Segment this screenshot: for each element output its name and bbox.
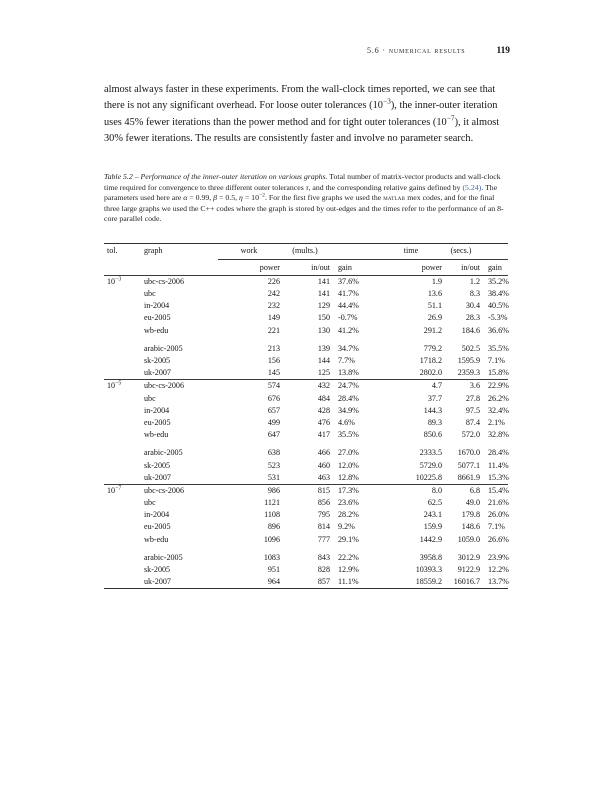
table-row bbox=[104, 417, 508, 429]
time-power: 51.1 bbox=[427, 301, 442, 311]
work-power: 145 bbox=[267, 368, 280, 378]
table-row bbox=[104, 472, 508, 485]
sub-header-power: power bbox=[259, 262, 280, 272]
graph-name: wb-edu bbox=[144, 325, 169, 335]
work-inout: 139 bbox=[317, 343, 330, 353]
work-inout: 476 bbox=[317, 417, 330, 427]
time-inout: 1.2 bbox=[442, 276, 480, 289]
table-row bbox=[104, 367, 508, 380]
table-row bbox=[104, 343, 508, 355]
time-gain: 11.4% bbox=[488, 460, 509, 470]
work-power: 657 bbox=[267, 405, 280, 415]
work-gain: 44.4% bbox=[338, 301, 359, 311]
work-gain: 41.7% bbox=[338, 289, 359, 299]
work-inout: 857 bbox=[317, 577, 330, 587]
table-row bbox=[104, 312, 508, 324]
table-caption bbox=[104, 172, 508, 225]
work-power: 951 bbox=[267, 565, 280, 574]
work-power: 156 bbox=[267, 356, 280, 366]
work-gain: 4.6% bbox=[338, 417, 355, 427]
page-number: 119 bbox=[496, 46, 510, 56]
graph-name: arabic-2005 bbox=[144, 552, 183, 562]
graph-name: eu-2005 bbox=[144, 522, 171, 532]
work-gain: 12.0% bbox=[338, 460, 359, 470]
work-inout: 141 bbox=[280, 276, 330, 289]
time-inout: 502.5 bbox=[461, 343, 480, 353]
caption-dash: – bbox=[132, 172, 141, 181]
work-inout: 144 bbox=[317, 356, 330, 366]
tol-cell bbox=[104, 447, 144, 459]
work-gain: 41.2% bbox=[338, 325, 359, 335]
work-gain: 22.2% bbox=[338, 552, 359, 562]
work-inout: 815 bbox=[280, 484, 330, 497]
work-inout: 129 bbox=[317, 301, 330, 311]
work-inout: 463 bbox=[317, 472, 330, 482]
time-inout: 8661.9 bbox=[457, 472, 480, 482]
time-inout: 1670.0 bbox=[457, 448, 480, 458]
work-gain: 23.6% bbox=[338, 498, 359, 508]
time-gain: 22.9% bbox=[480, 380, 508, 393]
group-header--mults-: (mults.) bbox=[280, 244, 330, 260]
work-inout: 460 bbox=[317, 460, 330, 470]
graph-name: in-2004 bbox=[144, 405, 170, 415]
work-inout: 856 bbox=[317, 498, 330, 508]
tol-cell bbox=[104, 472, 144, 485]
time-power: 779.2 bbox=[423, 343, 442, 353]
tol-cell bbox=[104, 552, 144, 564]
time-inout: 97.5 bbox=[465, 405, 480, 415]
graph-name: sk-2005 bbox=[144, 356, 171, 366]
results-table-body bbox=[104, 244, 508, 591]
work-gain: 12.8% bbox=[338, 472, 359, 482]
tol-cell: $10^{-7}$ bbox=[104, 484, 144, 497]
graph-name: arabic-2005 bbox=[144, 343, 183, 353]
body-text bbox=[104, 82, 508, 147]
caption-label: Table 5.2 bbox=[104, 172, 133, 181]
work-gain: 7.7% bbox=[338, 356, 355, 366]
graph-name: uk-2007 bbox=[144, 368, 171, 378]
work-power: 964 bbox=[267, 577, 280, 587]
time-inout: 1059.0 bbox=[457, 534, 480, 544]
graph-name: sk-2005 bbox=[144, 565, 171, 574]
table-row bbox=[104, 534, 508, 546]
table-row bbox=[104, 325, 508, 337]
work-power: 1096 bbox=[263, 534, 280, 544]
tol-cell bbox=[104, 497, 144, 509]
work-gain: 35.5% bbox=[338, 430, 359, 440]
work-inout: 814 bbox=[317, 522, 330, 532]
time-inout: 30.4 bbox=[465, 301, 480, 311]
time-inout: 148.6 bbox=[461, 522, 480, 532]
table-row bbox=[104, 288, 508, 300]
tol-cell: $10^{-5}$ bbox=[104, 380, 144, 393]
sub-header-blank bbox=[144, 259, 218, 276]
work-gain: 9.2% bbox=[338, 522, 355, 532]
work-gain: 34.9% bbox=[338, 405, 359, 415]
time-gain: 21.6% bbox=[488, 498, 509, 508]
work-power: 676 bbox=[267, 393, 280, 403]
table-row bbox=[104, 552, 508, 564]
graph-name: ubc bbox=[144, 498, 156, 508]
time-power: 5729.0 bbox=[419, 460, 442, 470]
time-power: 3958.8 bbox=[419, 552, 442, 562]
time-power: 243.1 bbox=[423, 510, 442, 520]
running-head-title: 5.6 · numerical results bbox=[367, 46, 466, 55]
work-inout: 141 bbox=[317, 289, 330, 299]
work-gain: 29.1% bbox=[338, 534, 359, 544]
time-gain: 13.7% bbox=[488, 577, 509, 587]
work-power: 149 bbox=[267, 313, 280, 323]
running-head bbox=[104, 46, 510, 56]
graph-name: ubc-cs-2006 bbox=[144, 380, 218, 393]
table-row bbox=[104, 460, 508, 472]
tol-cell bbox=[104, 534, 144, 546]
time-gain: 7.1% bbox=[488, 356, 505, 366]
graph-name: sk-2005 bbox=[144, 460, 171, 470]
tol-cell bbox=[104, 521, 144, 533]
work-inout: 130 bbox=[317, 325, 330, 335]
graph-name: ubc-cs-2006 bbox=[144, 276, 218, 289]
body-paragraph: almost always faster in these experiments. From the wall-clock times reported, we can see that there is not any significant overhead. For loose outer tolerances $(10^{-3})$, the inner-outer iteration uses 45% fewer iterations than the power method and for tight outer tolerances $(10^{-7})$, it almost 30% fewer iterations. The results are consistently faster and involve no parameter search. bbox=[104, 84, 500, 145]
table-row bbox=[104, 405, 508, 417]
time-inout: 16016.7 bbox=[453, 577, 480, 587]
tol-cell bbox=[104, 325, 144, 337]
time-gain: 15.8% bbox=[488, 368, 509, 378]
time-power: 144.3 bbox=[423, 405, 442, 415]
time-gain: 26.2% bbox=[488, 393, 509, 403]
group-header-graph: graph bbox=[144, 244, 218, 260]
work-inout: 843 bbox=[317, 552, 330, 562]
work-gain: 11.1% bbox=[338, 577, 359, 587]
work-inout: 828 bbox=[317, 565, 330, 574]
table-row bbox=[104, 509, 508, 521]
work-gain: 17.3% bbox=[330, 484, 380, 497]
graph-name: uk-2007 bbox=[144, 577, 171, 587]
table-bottom-rule bbox=[104, 589, 508, 591]
time-gain: 35.5% bbox=[488, 343, 509, 353]
tol-cell bbox=[104, 429, 144, 441]
graph-name: ubc-cs-2006 bbox=[144, 484, 218, 497]
work-power: 523 bbox=[267, 460, 280, 470]
time-power: 850.6 bbox=[423, 430, 442, 440]
time-power: 1718.2 bbox=[419, 356, 442, 366]
time-inout: 3012.9 bbox=[457, 552, 480, 562]
graph-name: eu-2005 bbox=[144, 313, 171, 323]
time-inout: 184.6 bbox=[461, 325, 480, 335]
time-power: 2802.0 bbox=[419, 368, 442, 378]
work-power: 213 bbox=[267, 343, 280, 353]
work-power: 221 bbox=[267, 325, 280, 335]
time-inout: 6.8 bbox=[442, 484, 480, 497]
work-inout: 432 bbox=[280, 380, 330, 393]
tol-cell bbox=[104, 460, 144, 472]
work-power: 531 bbox=[267, 472, 280, 482]
tol-cell bbox=[104, 367, 144, 380]
graph-name: in-2004 bbox=[144, 301, 170, 311]
time-power: 291.2 bbox=[423, 325, 442, 335]
time-inout: 572.0 bbox=[461, 430, 480, 440]
time-inout: 27.8 bbox=[465, 393, 480, 403]
work-inout: 150 bbox=[317, 313, 330, 323]
work-inout: 795 bbox=[317, 510, 330, 520]
work-power: 986 bbox=[218, 484, 280, 497]
tol-cell bbox=[104, 312, 144, 324]
time-inout: 9122.9 bbox=[457, 565, 480, 574]
table-row bbox=[104, 300, 508, 312]
time-inout: 3.6 bbox=[442, 380, 480, 393]
tol-cell bbox=[104, 288, 144, 300]
table-row bbox=[104, 380, 508, 393]
work-power: 232 bbox=[267, 301, 280, 311]
time-power: 89.3 bbox=[427, 417, 442, 427]
time-inout: 179.8 bbox=[461, 510, 480, 520]
time-gain: 28.4% bbox=[488, 448, 509, 458]
table-group-header-row bbox=[104, 244, 508, 260]
work-gain: -0.7% bbox=[338, 313, 358, 323]
time-power: 13.6 bbox=[427, 289, 442, 299]
time-power: 1442.9 bbox=[419, 534, 442, 544]
work-gain: 12.9% bbox=[338, 565, 359, 574]
time-power: 2333.5 bbox=[419, 448, 442, 458]
work-power: 242 bbox=[267, 289, 280, 299]
time-gain: 12.2% bbox=[488, 565, 509, 574]
tol-cell: $10^{-3}$ bbox=[104, 276, 144, 289]
group-header-blank bbox=[330, 244, 380, 260]
group-header-tol-: tol. bbox=[104, 244, 144, 260]
tol-cell bbox=[104, 343, 144, 355]
time-inout: 28.3 bbox=[465, 313, 480, 323]
time-inout: 87.4 bbox=[465, 417, 480, 427]
time-gain: 23.9% bbox=[488, 552, 509, 562]
work-power: 1121 bbox=[264, 498, 280, 508]
table-row bbox=[104, 276, 508, 289]
tol-cell bbox=[104, 405, 144, 417]
table-row bbox=[104, 447, 508, 459]
work-gain: 34.7% bbox=[338, 343, 359, 353]
time-gain: 40.5% bbox=[488, 301, 509, 311]
work-inout: 466 bbox=[317, 448, 330, 458]
time-power: 10225.8 bbox=[415, 472, 442, 482]
graph-name: ubc bbox=[144, 289, 156, 299]
time-gain: 35.2% bbox=[480, 276, 508, 289]
time-power: 26.9 bbox=[427, 313, 442, 323]
tol-cell bbox=[104, 355, 144, 367]
time-gain: 7.1% bbox=[488, 522, 505, 532]
time-inout: 8.3 bbox=[469, 289, 480, 299]
tol-cell bbox=[104, 393, 144, 405]
work-gain: 13.8% bbox=[338, 368, 359, 378]
graph-name: ubc bbox=[144, 393, 156, 403]
table-5-2 bbox=[104, 243, 508, 590]
tol-cell bbox=[104, 417, 144, 429]
work-power: 499 bbox=[267, 417, 280, 427]
time-gain: 32.4% bbox=[488, 405, 509, 415]
work-inout: 777 bbox=[317, 534, 330, 544]
sub-header-gain: gain bbox=[488, 262, 502, 272]
time-power: 18559.2 bbox=[415, 577, 442, 587]
tol-cell bbox=[104, 564, 144, 576]
time-power: 8.0 bbox=[380, 484, 442, 497]
sub-header-gain: gain bbox=[338, 262, 352, 272]
work-power: 647 bbox=[267, 430, 280, 440]
time-power: 37.7 bbox=[427, 393, 442, 403]
table-row bbox=[104, 497, 508, 509]
table-sub-header-row bbox=[104, 259, 508, 276]
work-gain: 28.4% bbox=[338, 393, 359, 403]
graph-name: wb-edu bbox=[144, 430, 169, 440]
time-gain: 26.6% bbox=[488, 534, 509, 544]
work-gain: 27.0% bbox=[338, 448, 359, 458]
caption-body: Total number of matrix-vector products and wall-clock time required for convergence to three different outer tolerances τ, and the corresponding relative gains defined by (5.24). The parameters used here are α = 0.99, β = 0.5, $\eta = 10^{-2}$. For the first five graphs we used the matlab mex codes, and for the final three large graphs we used the C++ codes where the graph is stored by out-edges and the times refer to the performance of an 8-core parallel code. bbox=[104, 172, 504, 224]
time-power: 62.5 bbox=[427, 498, 442, 508]
caption-title: Performance of the inner-outer iteration on various graphs. bbox=[140, 172, 328, 181]
tol-cell bbox=[104, 509, 144, 521]
time-power: 4.7 bbox=[380, 380, 442, 393]
group-header-blank bbox=[480, 244, 508, 260]
table-row bbox=[104, 393, 508, 405]
time-power: 10393.3 bbox=[415, 565, 442, 574]
work-power: 1083 bbox=[263, 552, 280, 562]
time-gain: 36.6% bbox=[488, 325, 509, 335]
results-table bbox=[104, 243, 508, 590]
group-header-work: work bbox=[218, 244, 280, 260]
work-inout: 417 bbox=[317, 430, 330, 440]
graph-name: uk-2007 bbox=[144, 472, 171, 482]
time-gain: 32.8% bbox=[488, 430, 509, 440]
table-row bbox=[104, 355, 508, 367]
time-gain: -5.3% bbox=[488, 313, 508, 323]
table-row bbox=[104, 521, 508, 533]
time-gain: 2.1% bbox=[488, 417, 505, 427]
sub-header-power: power bbox=[421, 262, 442, 272]
table-row bbox=[104, 429, 508, 441]
time-inout: 5077.1 bbox=[457, 460, 480, 470]
time-inout: 2359.3 bbox=[457, 368, 480, 378]
group-header-time: time bbox=[380, 244, 442, 260]
work-gain: 37.6% bbox=[330, 276, 380, 289]
time-gain: 15.4% bbox=[480, 484, 508, 497]
graph-name: in-2004 bbox=[144, 510, 170, 520]
work-inout: 484 bbox=[317, 393, 330, 403]
time-inout: 1595.9 bbox=[457, 356, 480, 366]
work-inout: 125 bbox=[317, 368, 330, 378]
work-power: 896 bbox=[267, 522, 280, 532]
time-gain: 15.3% bbox=[488, 472, 509, 482]
sub-header-in-out: in/out bbox=[461, 262, 480, 272]
time-gain: 26.0% bbox=[488, 510, 509, 520]
time-gain: 38.4% bbox=[488, 289, 509, 299]
time-power: 1.9 bbox=[380, 276, 442, 289]
group-header--secs-: (secs.) bbox=[442, 244, 480, 260]
table-row bbox=[104, 484, 508, 497]
graph-name: eu-2005 bbox=[144, 417, 171, 427]
work-gain: 24.7% bbox=[330, 380, 380, 393]
table-row bbox=[104, 564, 508, 576]
table-row bbox=[104, 576, 508, 589]
sub-header-blank bbox=[104, 259, 144, 276]
graph-name: arabic-2005 bbox=[144, 448, 183, 458]
sub-header-in-out: in/out bbox=[311, 262, 330, 272]
work-gain: 28.2% bbox=[338, 510, 359, 520]
tol-cell bbox=[104, 300, 144, 312]
work-power: 574 bbox=[218, 380, 280, 393]
time-inout: 49.0 bbox=[465, 498, 480, 508]
time-power: 159.9 bbox=[423, 522, 442, 532]
work-power: 226 bbox=[218, 276, 280, 289]
graph-name: wb-edu bbox=[144, 534, 169, 544]
tol-cell bbox=[104, 576, 144, 589]
work-inout: 428 bbox=[317, 405, 330, 415]
work-power: 1108 bbox=[264, 510, 280, 520]
work-power: 638 bbox=[267, 448, 280, 458]
